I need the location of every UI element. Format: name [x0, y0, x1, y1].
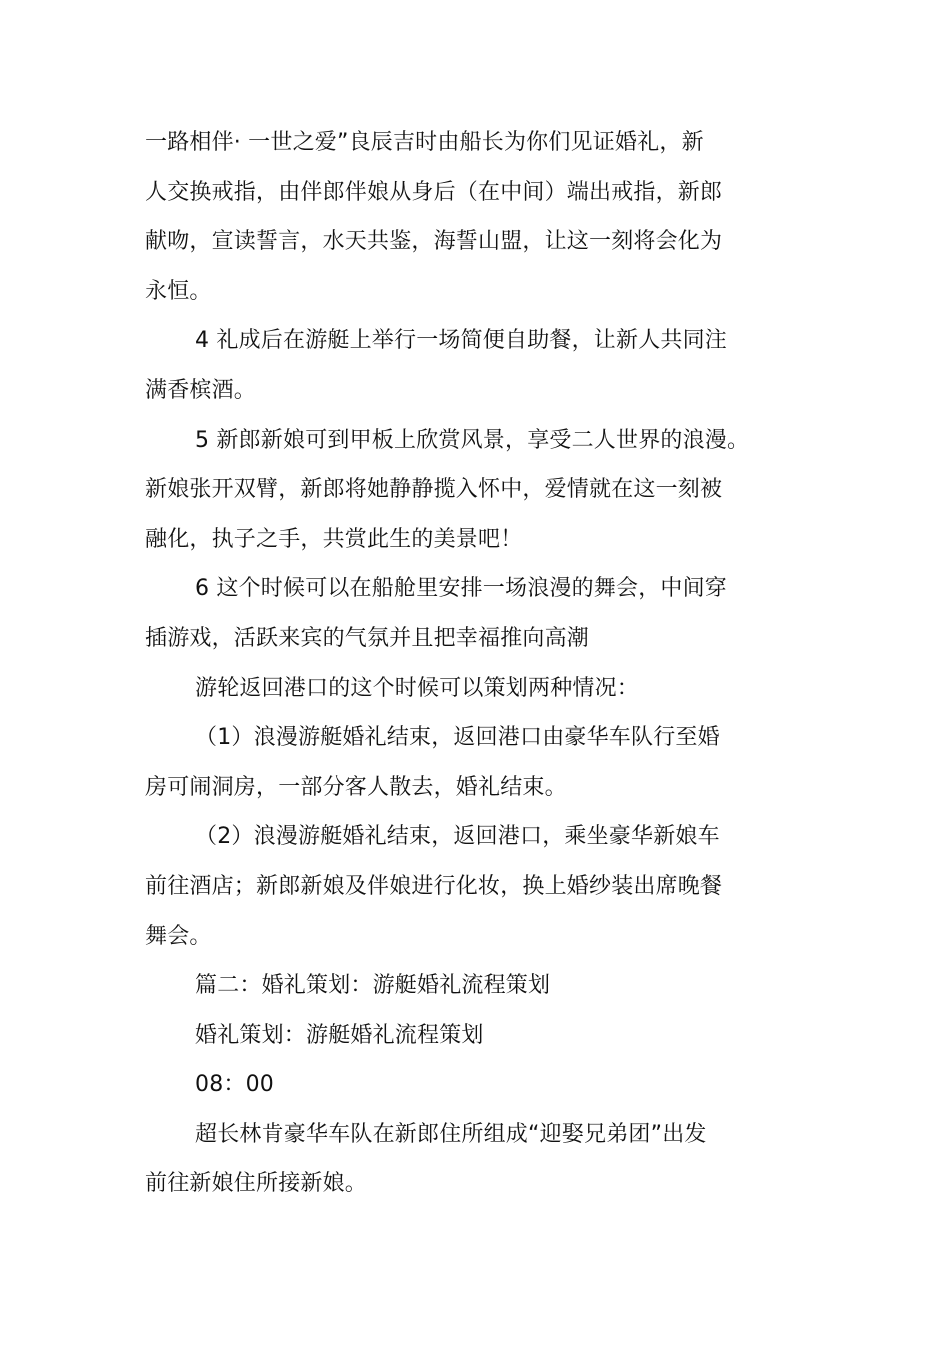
text-line: 5 新郎新娘可到甲板上欣赏风景，享受二人世界的浪漫。	[195, 427, 750, 453]
document-body	[145, 118, 765, 1209]
time-label: 08：00	[195, 1072, 274, 1098]
text-line: 融化，执子之手，共赏此生的美景吧！	[145, 526, 523, 552]
text-line: 房可闹洞房，一部分客人散去，婚礼结束。	[145, 774, 567, 800]
text-line: 永恒。	[145, 278, 212, 304]
text-line: 游轮返回港口的这个时候可以策划两种情况：	[195, 675, 640, 701]
text-line: 舞会。	[145, 923, 212, 949]
text-line: 人交换戒指，由伴郎伴娘从身后（在中间）端出戒指，新郎	[145, 179, 723, 205]
text-line: 6 这个时候可以在船舱里安排一场浪漫的舞会，中间穿	[195, 576, 727, 602]
text-line: 前往新娘住所接新娘。	[145, 1171, 368, 1197]
text-line: 前往酒店；新郎新娘及伴娘进行化妆，换上婚纱装出席晚餐	[145, 873, 723, 899]
section-subheading: 婚礼策划：游艇婚礼流程策划	[195, 1022, 484, 1048]
text-line: 4 礼成后在游艇上举行一场简便自助餐，让新人共同注	[195, 328, 727, 354]
text-line: （1）浪漫游艇婚礼结束，返回港口由豪华车队行至婚	[195, 725, 720, 751]
text-line: （2）浪漫游艇婚礼结束，返回港口，乘坐豪华新娘车	[195, 824, 720, 850]
text-line: 超长林肯豪华车队在新郎住所组成“迎娶兄弟团”出发	[195, 1121, 707, 1147]
text-line: 献吻，宣读誓言，水天共鉴，海誓山盟，让这一刻将会化为	[145, 229, 723, 255]
text-line: 新娘张开双臂，新郎将她静静揽入怀中，爱情就在这一刻被	[145, 477, 723, 503]
text-line: 插游戏，活跃来宾的气氛并且把幸福推向高潮	[145, 625, 590, 651]
text-line: 满香槟酒。	[145, 377, 257, 403]
text-line: 一路相伴· 一世之爱”良辰吉时由船长为你们见证婚礼，新	[145, 130, 704, 155]
section-heading: 篇二：婚礼策划：游艇婚礼流程策划	[195, 973, 551, 999]
